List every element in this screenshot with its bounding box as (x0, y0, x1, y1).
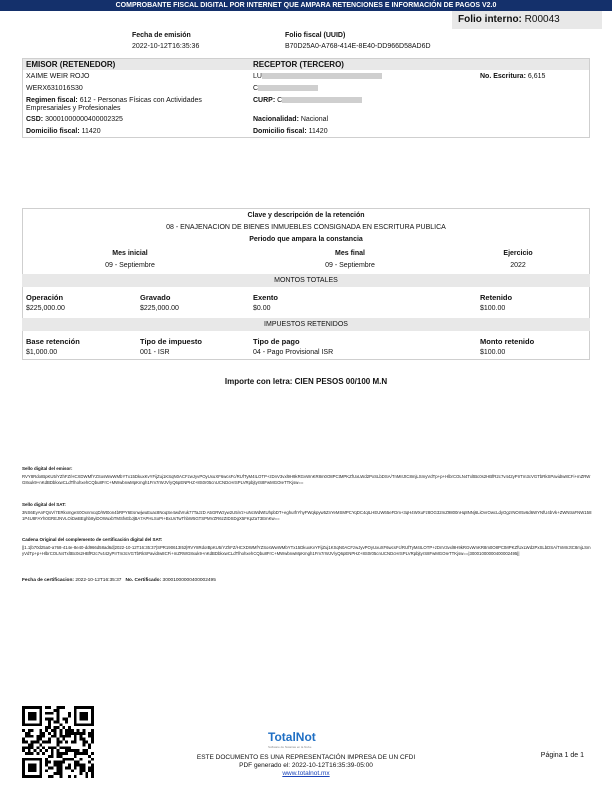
emisor-nombre: XAIME WEIR ROJO (26, 73, 90, 80)
cadena-original-label: Cadena Original del complemento de certificación digital del SAT: (22, 537, 163, 542)
retencion-desc: 08 - ENAJENACION DE BIENES INMUEBLES CONSIGNADA EN ESCRITURA PUBLICA (166, 224, 446, 231)
periodo-title: Periodo que ampara la constancia (249, 236, 363, 243)
emisor-domicilio-label: Domicilio fiscal: (26, 128, 80, 135)
folio-interno-box (452, 11, 602, 29)
retencion-title: Clave y descripción de la retención (247, 212, 365, 219)
montos-value-retenido: $100.00 (480, 305, 506, 312)
no-certificado-value: 30001000000400002495 (162, 578, 216, 583)
impuestos-value-base: $1,000.00 (26, 349, 58, 356)
montos-header-operacion: Operación (26, 293, 64, 302)
sello-emisor-label: Sello digital del emisor: (22, 466, 73, 471)
montos-value-exento: $0.00 (253, 305, 271, 312)
emisor-domicilio-value: 11420 (81, 128, 101, 135)
folio-fiscal-label: Folio fiscal (UUID) (285, 32, 346, 39)
folio-interno-value: R00043 (524, 14, 560, 25)
sello-sat-value: 3NS6EyAnFQsV/7ERkxmgeS0OxnmcqD/Wt0on4bRPY6EsnwjwuEuac8NoqSe4wdVruk77TaJzD A5GRWzyw2U5iVz+uNcWdWtUhpbDT+eghuIfrYhyFWqkpyw5ZnYeMSMPCYqDC4qILHEUW65eFDm+3qH4WXuFz8OG32mZ9800nHq8NNj6LiOvrOwcLdyOgzrNOrI5v6d6WYNfU4bVk+ZWNtraFNW1581P4U8FAYh0GREJNVLOiDwBEghb8yiDOWuxbTMSfvEbJjBA7APHLSoPI+BxUsTwThbW5GTSPMVZR6zZIDSDgX5FKpZaT3EmKw== (22, 510, 592, 521)
receptor-curp (253, 97, 362, 104)
mes-inicial-value: 09 - Septiembre (105, 262, 155, 269)
fecha-emision-block (132, 32, 199, 50)
impuestos-value-monto: $100.00 (480, 349, 506, 356)
receptor-title: RECEPTOR (TERCERO) (253, 60, 344, 69)
impuestos-header-base: Base retención (26, 337, 80, 346)
folio-fiscal-value: B70D25A0-A768-414E-8E40-DD966D58AD6D (285, 43, 431, 50)
receptor-nacionalidad-label: Nacionalidad: (253, 116, 299, 123)
totalnot-logo (268, 730, 316, 749)
escritura-value: 6,615 (527, 73, 546, 80)
impuestos-header-tipo-impuesto: Tipo de impuesto (140, 337, 202, 346)
receptor-nombre-prefix: LU (253, 73, 262, 80)
redaction-bar (262, 73, 382, 79)
sello-sat-label: Sello digital del SAT: (22, 502, 66, 507)
emisor-csd-label: CSD: (26, 116, 44, 123)
page-number: Página 1 de 1 (540, 752, 584, 759)
receptor-domicilio (253, 128, 328, 135)
receptor-nacionalidad-value: Nacional (300, 116, 329, 123)
emisor-title: EMISOR (RETENEDOR) (26, 60, 116, 69)
sello-emisor-value: RVY8RdoIBpKU5/YZhFZ/HCXDWMfYZSosWwWMbYTx15DkuxKvYFijZuj1KSqN0ACFzwJyvPOyUxuXF6wcsFc/RUfTyM4ILOTP+zDnV3vxl9H9kRGvWnKR8m0O8PCtMPKZfUxLWd2PxSLbDSA/TnMIrJtC8mjLSmyVdTp+p+HlbrCOLN4TxltBc0s2HBfR2c7v442yPIrTm3cVGTbRkSPavidIw8CFi+mZRWG8xuk9+nKdBDbkxwCLdTlhohxehCQbu8FrC+MWwbnwMpKmgh1Fm7rWJV/yQ6pENPHZ+8S0r05cnUCNDcHrSPLVRpbjtyrS8FwMGOIeTTKjsw== (22, 474, 591, 485)
montos-value-operacion: $225,000.00 (26, 305, 65, 312)
cadena-original-value: ||1.1|b70d25a0-a768-414e-8e40-dd966d58ad6d|2022-10-12T16:35:37|SPR190613I52|RVY8RdoIBpKU5/YZhFZ/HCXDWMfYZSosWwWMbYTx15DkuxKvYFijZuj1KSqN0ACFzwJyvPOyUxuXF6wcsFc/RUfTyM4ILOTP+zDnV3vxl9H9kRGvWnKR8m0O8PCtMPKZfUxLWd2PxSLbDSA/TnMIrJtC8mjLSmyVdTp+p+HlbrCOLN4TxltBc0s2HBfR2c7v442yPIrTm3cVGTbRkSPavidIw8CFi+mZRWG8xuk9+nKdBDbkxwCLdTlhohxehCQbu8FrC+MWwbnwMpKmgh1Fm7rWJV/yQ6pENPHZ+8S0r05cnUCNDcHrSPLVRpbjtyrS8FwMGOIeTTKjsw==|30001000000400002495|| (22, 545, 591, 556)
emisor-regimen (26, 97, 236, 113)
emisor-domicilio (26, 128, 101, 135)
ejercicio-label: Ejercicio (503, 250, 533, 257)
impuestos-header-monto: Monto retenido (480, 337, 535, 346)
receptor-nombre (253, 73, 382, 80)
redaction-bar (258, 85, 318, 91)
footer-line1: ESTE DOCUMENTO ES UNA REPRESENTACIÓN IMPRESA DE UN CFDI (196, 754, 416, 761)
footer-link[interactable]: www.totalnot.mx (282, 770, 330, 777)
receptor-curp-prefix: C (277, 97, 283, 104)
receptor-curp-label: CURP: (253, 97, 276, 104)
montos-header-exento: Exento (253, 293, 279, 302)
emisor-regimen-value: 612 - Personas Físicas con Actividades Empresariales y Profesionales (26, 97, 202, 112)
impuestos-value-tipo-impuesto: 001 - ISR (140, 349, 170, 356)
footer (0, 754, 612, 778)
montos-header-retenido: Retenido (480, 293, 513, 302)
importe-letra: Importe con letra: CIEN PESOS 00/100 M.N (224, 377, 388, 386)
footer-line2: PDF generado el: 2022-10-12T16:35:39-05:00 (239, 762, 373, 769)
ejercicio-value: 2022 (510, 262, 526, 269)
montos-value-gravado: $225,000.00 (140, 305, 179, 312)
emisor-csd-value: 30001000000400002325 (45, 116, 123, 123)
receptor-rfc (253, 85, 318, 92)
logo-name: TotalNot (268, 730, 316, 744)
fecha-certificacion-value: 2022-10-12T16:35:37 (75, 578, 122, 583)
mes-final-value: 09 - Septiembre (325, 262, 375, 269)
receptor-domicilio-value: 11420 (308, 128, 328, 135)
impuestos-band: IMPUESTOS RETENIDOS (22, 318, 590, 331)
montos-band: MONTOS TOTALES (22, 274, 590, 287)
impuestos-header-tipo-pago: Tipo de pago (253, 337, 300, 346)
logo-tagline: Software de Notarias en la Nube (268, 745, 312, 749)
escritura-label: No. Escritura: (480, 73, 526, 80)
montos-header-gravado: Gravado (140, 293, 171, 302)
emisor-csd (26, 116, 123, 123)
fecha-emision-label: Fecha de emisión (132, 32, 191, 39)
document-banner: COMPROBANTE FISCAL DIGITAL POR INTERNET QUE AMPARA RETENCIONES E INFORMACIÓN DE PAGOS V2.0 (0, 0, 612, 11)
redaction-bar (282, 97, 362, 103)
mes-inicial-label: Mes inicial (112, 250, 148, 257)
emisor-regimen-label: Regimen fiscal: (26, 97, 78, 104)
folio-interno-label: Folio interno: (458, 14, 522, 25)
receptor-rfc-prefix: C (253, 85, 259, 92)
escritura (480, 73, 545, 80)
fecha-emision-value: 2022-10-12T16:35:36 (132, 43, 200, 50)
no-certificado-label: No. Certificado: (125, 578, 162, 583)
fecha-certificacion-label: Fecha de certificacion: (22, 578, 74, 583)
folio-fiscal-block (285, 32, 431, 50)
impuestos-value-tipo-pago: 04 - Pago Provisional ISR (253, 349, 334, 356)
receptor-domicilio-label: Domicilio fiscal: (253, 128, 307, 135)
certificacion-line (22, 578, 216, 583)
receptor-nacionalidad (253, 116, 328, 123)
emisor-rfc: WERX631016S30 (26, 85, 83, 92)
mes-final-label: Mes final (335, 250, 365, 257)
